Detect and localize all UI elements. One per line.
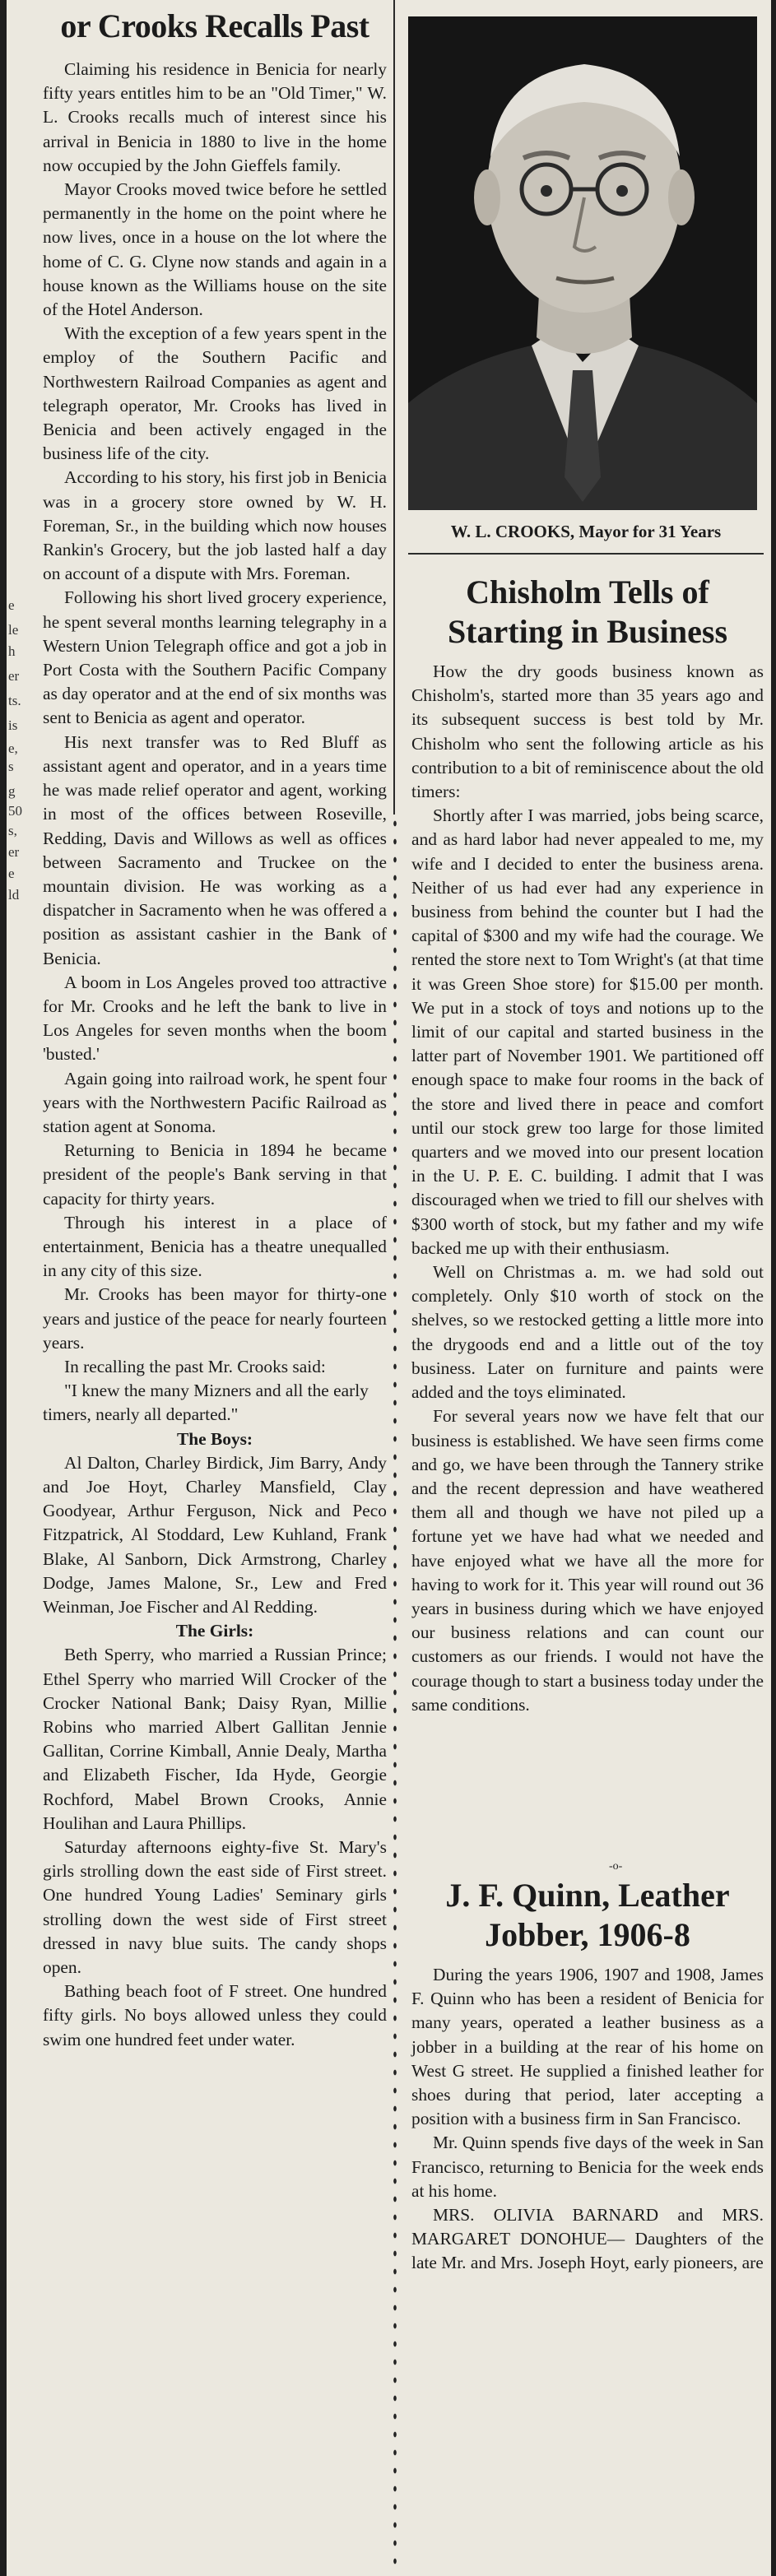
article-paragraph: Saturday afternoons eighty-five St. Mary's girls strolling down the east side of First street. One hundred Young Ladies' Seminary girls strolling down the west side of First street dressed in navy blue suits. The candy shops open. [43, 1837, 387, 1978]
margin-fragment: g [8, 783, 16, 799]
quinn-article [411, 1876, 764, 2276]
margin-fragment: e [8, 866, 15, 881]
quinn-headline: J. F. Quinn, Leather Jobber, 1906-8 [445, 1877, 730, 1953]
left-border [0, 0, 7, 2576]
article-paragraph: Following his short lived grocery experience, he spent several months learning telegraphy in a Western Union Telegraph office and got a job in Port Costa with the Southern Pacific Company as day operator and at the end of six months was sent to Benicia as agent and operator. [43, 587, 387, 728]
chisholm-article [411, 573, 764, 1717]
article-paragraph: Claiming his residence in Benicia for nearly fifty years entitles him to be an "Old Timer," W. L. Crooks recalls much of interest since his arrival in Benicia in 1880 to live in the home now occupied by the John Gieffels family. [43, 59, 387, 175]
margin-fragment: e [8, 597, 15, 613]
margin-fragment: is [8, 717, 18, 733]
boys-heading: The Boys: [176, 1428, 253, 1449]
article-paragraph: How the dry goods business known as Chisholm's, started more than 35 years ago and its subsequent success is best told by Mr. Chisholm who sent the following article as his contribution to a bit of reminiscence about the old timers: [411, 661, 764, 802]
margin-fragment: 50 [8, 803, 22, 819]
crooks-article [43, 0, 387, 2052]
article-paragraph: Again going into railroad work, he spent four years with the Northwestern Pacific Railroad as station agent at Sonoma. [43, 1068, 387, 1136]
crooks-headline: or Crooks Recalls Past [60, 7, 369, 44]
portrait-photo [408, 16, 757, 510]
portrait-illustration [408, 16, 757, 510]
margin-fragment: h [8, 643, 16, 659]
article-paragraph: Shortly after I was married, jobs being scarce, and as hard labor had never appealed to me, my wife and I decided to enter the business arena. Neither of us had ever had any experience in business from behind the counter but I had the capital of $300 and my wife had the courage. We rented the store next to Tom Wright's (at that time it was Green Shoe store) for $15.00 per month. We put in a stock of toys and notions up to the limit of our capital and started business in the latter part of November 1901. We partitioned off enough space to make four rooms in the back of the store and lived there in peace and comfort until our stock grew too large for those limited quarters and we moved into our present location in the U. P. E. C. building. I admit that I was discouraged when we tried to fill our shelves with $300 worth of stock, but my father and my wife backed me up with their enthusiasm. [411, 805, 764, 1258]
article-paragraph: For several years now we have felt that our business is established. We have seen firms come and go, we have been through the Tannery strike and the recent depression and have weathered them all and though we have not piled up a fortune yet we have had what we needed and have enjoyed what we have all the more for having to work for it. This year will round out 36 years in business during which we have enjoyed our business relations and can count our customers as our friends. I would not have the courage though to start a business today under the same conditions. [411, 1406, 764, 1715]
article-paragraph: MRS. OLIVIA BARNARD and MRS. MARGARET DONOHUE— Daughters of the late Mr. and Mrs. Joseph Hoyt, early pioneers, are [411, 2205, 764, 2273]
photo-caption: W. L. CROOKS, Mayor for 31 Years [450, 522, 722, 541]
dotted-column-rule [390, 815, 400, 2575]
crooks-quote: "I knew the many Mizners and all the early timers, nearly all departed." [43, 1381, 369, 1425]
margin-fragment: e, [8, 740, 18, 756]
chisholm-headline: Chisholm Tells of Starting in Business [447, 573, 728, 650]
right-border [771, 0, 776, 2576]
article-paragraph: With the exception of a few years spent in the employ of the Southern Pacific and Northwestern Railroad Companies as agent and telegraph operator, Mr. Crooks has lived in Benicia and been actively engaged in the business life of the city. [43, 323, 387, 464]
article-paragraph: Mr. Quinn spends five days of the week in San Francisco, returning to Benicia for the week ends at his home. [411, 2133, 764, 2201]
margin-fragment: ts. [8, 693, 21, 708]
article-paragraph: During the years 1906, 1907 and 1908, James F. Quinn who has been a resident of Benicia for many years, operated a leather business as a jobber in a building at the rear of his home on West G street. He supplied a finished leather for shoes during that period, later accepting a position with a business firm in San Francisco. [411, 1965, 764, 2129]
article-paragraph: Mr. Crooks has been mayor for thirty-one years and justice of the peace for nearly fourteen years. [43, 1284, 387, 1353]
article-paragraph: Through his interest in a place of entertainment, Benicia has a theatre unequalled in any city of this size. [43, 1212, 387, 1281]
article-paragraph: According to his story, his first job in Benicia was in a grocery store owned by W. H. Foreman, Sr., in the building which now houses Rankin's Grocery, but the job lasted half a day on account of a dispute with Mrs. Foreman. [43, 467, 387, 584]
margin-fragment: ld [8, 887, 20, 903]
margin-fragment: er [8, 668, 20, 684]
article-paragraph: Beth Sperry, who married a Russian Prince; Ethel Sperry who married Will Crocker of the Crocker National Bank; Daisy Ryan, Millie Robins who married Albert Gallitan Jennie Gallitan, Corrine Kimball, Annie Dealy, Martha and Elizabeth Fischer, Ida Hyde, Georgie Rochford, Mabel Brown Crooks, Annie Houlihan and Laura Phillips. [43, 1645, 387, 1833]
margin-fragment: er [8, 844, 20, 860]
article-paragraph: In recalling the past Mr. Crooks said: [64, 1356, 326, 1376]
section-divider-mark: -o- [609, 1860, 623, 1873]
column-rule [393, 0, 395, 815]
article-paragraph: His next transfer was to Red Bluff as assistant agent and operator, and in a years time he was made relief operator and agent, working in most of the offices between Roseville, Redding, Davis and Willows as well as offices between Sacramento and Truckee on the mountain division. He was working as a dispatcher in Sacramento when he was offered a position as assistant cashier in the Bank of Benicia. [43, 731, 387, 968]
boys-list: Al Dalton, Charley Birdick, Jim Barry, Andy and Joe Hoyt, Charley Mansfield, Clay Goodyear, Arthur Ferguson, Nick and Peco Fitzpatrick, Al Stoddard, Lew Kuhland, Frank Blake, Al Sanborn, Dick Armstrong, Charley Dodge, James Malone, Sr., Lew and Fred Weinman, Joe Fischer and Al Redding. [43, 1452, 387, 1617]
article-paragraph: A boom in Los Angeles proved too attractive for Mr. Crooks and he left the bank to live in Los Angeles for seven months when the boom 'busted.' [43, 972, 387, 1065]
article-paragraph: Well on Christmas a. m. we had sold out completely. Only $10 worth of stock on the shelves, so we restocked getting a little more into the drygoods end and a little out of the toy business. Later on furniture and paints were added and the toys eliminated. [411, 1262, 764, 1403]
article-paragraph: Bathing beach foot of F street. One hundred fifty girls. No boys allowed unless they could swim one hundred feet under water. [43, 1981, 387, 2049]
article-paragraph: Returning to Benicia in 1894 he became president of the people's Bank serving in that capacity for thirty years. [43, 1140, 387, 1209]
margin-fragment: s [8, 759, 14, 774]
article-paragraph: Mayor Crooks moved twice before he settled permanently in the home on the point where he now lives, once in a house on the lot where the home of C. G. Clyne now stands and again in a house known as the Williams house on the site of the Hotel Anderson. [43, 179, 387, 320]
margin-fragment: le [8, 622, 19, 638]
girls-heading: The Girls: [175, 1621, 254, 1641]
section-divider [408, 553, 764, 555]
margin-fragment: s, [8, 823, 17, 838]
